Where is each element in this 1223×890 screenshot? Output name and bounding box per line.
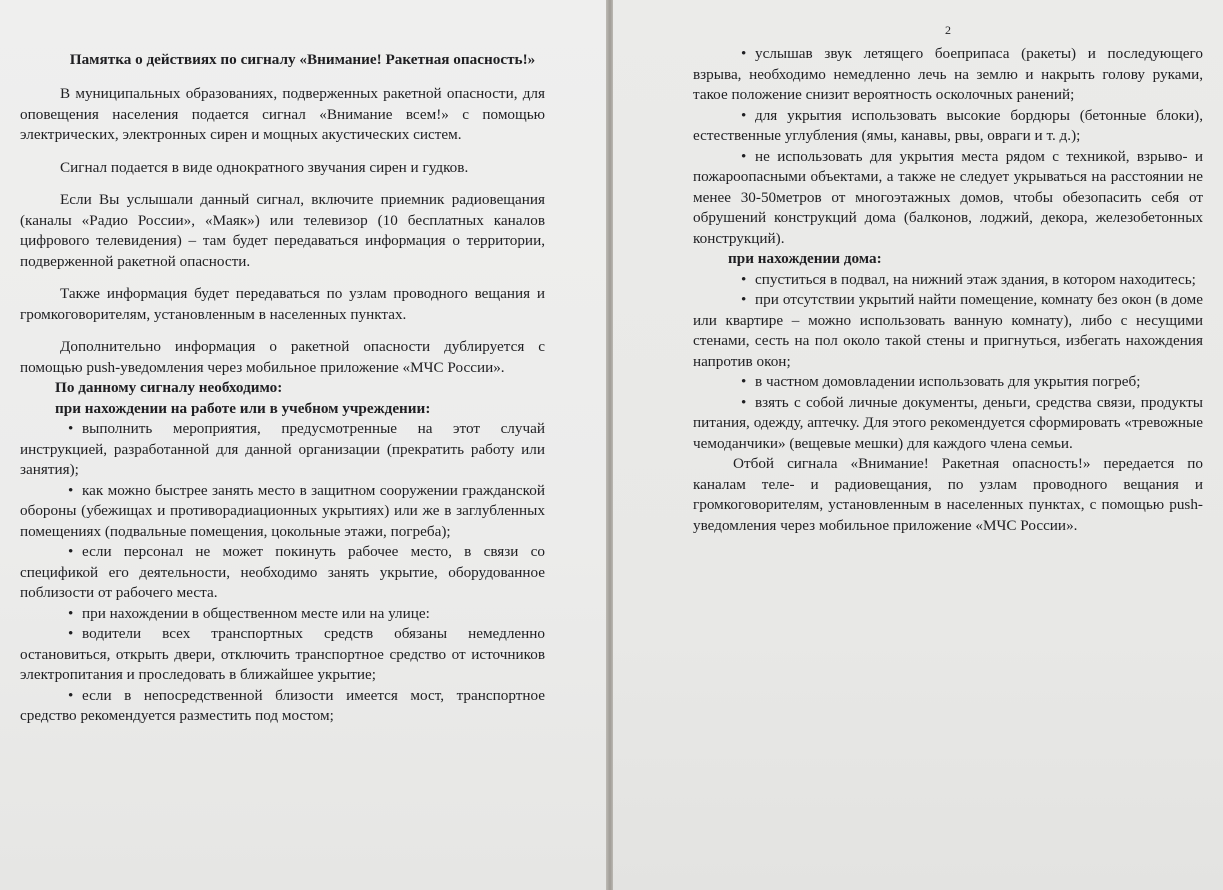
section-heading-necessary: По данному сигналу необходимо: <box>55 379 283 396</box>
paragraph-wired-broadcast: Также информация будет передаваться по узлам проводного вещания и громкоговорителям, установленным в населенных пунктах. <box>20 285 545 323</box>
list-item: • взять с собой личные документы, деньги, средства связи, продукты питания, одежду, аптечку. Для этого рекомендуется сформировать «тревожные чемоданчики» (вещевые мешки) для каждого члена семьи. <box>693 393 1203 452</box>
paragraph-radio-tv: Если Вы услышали данный сигнал, включите приемник радиовещания (каналы «Радио России», «Маяк») или телевизор (10 бесплатных каналов цифрового телевидения) – там будет передаваться информация о территории, подверженной ракетной опасности. <box>20 191 545 270</box>
document-page-2 <box>613 0 1223 890</box>
bullet-icon: • <box>741 106 747 124</box>
list-item: • услышав звук летящего боеприпаса (ракеты) и последующего взрыва, необходимо немедленно лечь на землю и накрыть голову руками, такое положение снизит вероятность осколочных ранений; <box>693 45 1203 103</box>
list-item: • водители всех транспортных средств обязаны немедленно остановиться, открыть двери, отключить транспортное средство от источников электропитания и проследовать в ближайшее укрытие; <box>20 625 545 683</box>
page-title: Памятка о действиях по сигналу «Внимание! Ракетная опасность!» <box>69 51 536 68</box>
list-item: • при отсутствии укрытий найти помещение, комнату без окон (в доме или квартире – можно использовать ванную комнату), либо с несущими стенами, сесть на пол около такой стены и пригнуться, избегать нахождения напротив окон; <box>693 291 1203 370</box>
page-number: 2 <box>945 23 951 37</box>
list-item: • если персонал не может покинуть рабочее место, в связи со спецификой его деятельности, необходимо занять укрытие, оборудованное поблизости от рабочего места. <box>20 543 545 601</box>
list-item: • для укрытия использовать высокие бордюры (бетонные блоки), естественные углубления (ямы, канавы, рвы, овраги и т. д.); <box>693 106 1203 144</box>
bullet-icon: • <box>741 270 747 288</box>
bullet-icon: • <box>741 45 747 62</box>
bullet-icon: • <box>741 373 747 390</box>
list-item: • спуститься в подвал, на нижний этаж здания, в котором находитесь; <box>693 270 1203 291</box>
section-heading-work: при нахождении на работе или в учебном учреждении: <box>55 399 431 417</box>
bullet-icon: • <box>68 604 74 622</box>
bullet-icon: • <box>68 420 74 437</box>
bullet-icon: • <box>68 686 74 704</box>
list-item: • выполнить мероприятия, предусмотренные на этот случай инструкцией, разработанной для данной организации (прекратить работу или занятия); <box>20 420 545 478</box>
bullet-icon: • <box>741 147 747 165</box>
document-page-1 <box>0 0 607 890</box>
bullet-icon: • <box>68 543 74 560</box>
bullet-icon: • <box>68 625 74 642</box>
list-item: • не использовать для укрытия места рядом с техникой, взрыво- и пожароопасными объектами, а также не следует укрываться на расстоянии не менее 30-50метров от многоэтажных домов, чтобы обезопасить себя от обрушений конструкций дома (балконов, лоджий, декора, железобетонных конструкций). <box>693 147 1203 247</box>
paragraph-intro: В муниципальных образованиях, подверженных ракетной опасности, для оповещения населения подается сигнал «Внимание всем!» с помощью электрических, электронных сирен и мощных акустических систем. <box>20 85 545 143</box>
bullet-icon: • <box>741 393 747 411</box>
list-item: • если в непосредственной близости имеется мост, транспортное средство рекомендуется разместить под мостом; <box>20 686 545 724</box>
list-item: • в частном домовладении использовать для укрытия погреб; <box>693 372 1203 393</box>
paragraph-push: Дополнительно информация о ракетной опасности дублируется с помощью push-уведомления через мобильное приложение «МЧС России». <box>20 338 545 376</box>
section-heading-home: при нахождении дома: <box>728 250 882 267</box>
paragraph-signal: Сигнал подается в виде однократного звучания сирен и гудков. <box>60 158 469 176</box>
list-item: • при нахождении в общественном месте или на улице: <box>20 604 545 625</box>
bullet-icon: • <box>741 291 747 308</box>
paragraph-all-clear: Отбой сигнала «Внимание! Ракетная опасность!» передается по каналам теле- и радиовещания, по узлам проводного вещания и громкоговорителям, установленным в населенных пунктах, с помощью push-уведомления через мобильное приложение «МЧС России». <box>693 455 1203 534</box>
bullet-icon: • <box>68 481 74 499</box>
list-item: • как можно быстрее занять место в защитном сооружении гражданской обороны (убежищах и противорадиационных укрытиях) или же в заглубленных помещениях (подвальные помещения, цокольные этажи, погреба); <box>20 481 545 540</box>
